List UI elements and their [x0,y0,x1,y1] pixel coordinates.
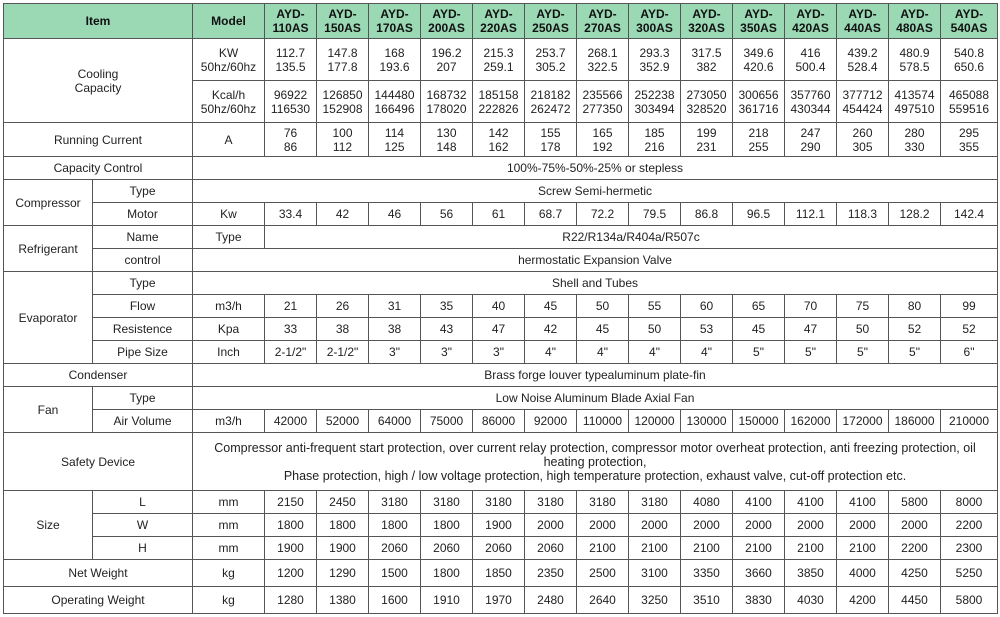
motor-power-cell: 33.4 [265,203,317,226]
cooling-kw-cell: 196.2 207 [421,39,473,81]
size-l-cell: 3180 [473,491,525,514]
operating-weight-label: Operating Weight [4,587,193,614]
header-model-6: AYD- 250AS [525,4,577,39]
net-weight-row [4,560,998,587]
header-model-5: AYD- 220AS [473,4,525,39]
size-l-cell: 3180 [525,491,577,514]
fan-air-volume-row [4,410,998,433]
evaporator-pipe-cell: 5" [889,341,941,364]
size-l-cell: 4100 [837,491,889,514]
size-l-row [4,491,998,514]
running-current-cell: 199 231 [681,123,733,157]
net-weight-unit: kg [193,560,265,587]
size-l-cell: 2150 [265,491,317,514]
net-weight-cell: 1290 [317,560,369,587]
compressor-motor-row [4,203,998,226]
running-current-row [4,123,998,157]
evaporator-pipe-cell: 4" [525,341,577,364]
size-label: Size [4,491,93,560]
motor-power-cell: 56 [421,203,473,226]
size-w-unit: mm [193,514,265,537]
header-item: Item [4,4,193,39]
refrigerant-control-value: hermostatic Expansion Valve [193,249,998,272]
evaporator-pipe-label: Pipe Size [93,341,193,364]
operating-weight-cell: 3510 [681,587,733,614]
size-w-cell: 2000 [785,514,837,537]
evaporator-pipe-cell: 2-1/2" [317,341,369,364]
evaporator-resistance-cell: 33 [265,318,317,341]
net-weight-cell: 2350 [525,560,577,587]
cooling-kcal-cell: 273050 328520 [681,81,733,123]
evaporator-flow-cell: 65 [733,295,785,318]
evaporator-resistance-cell: 45 [733,318,785,341]
operating-weight-cell: 2480 [525,587,577,614]
header-model-13: AYD- 480AS [889,4,941,39]
evaporator-resistance-cell: 47 [473,318,525,341]
motor-power-cell: 72.2 [577,203,629,226]
fan-air-volume-cell: 110000 [577,410,629,433]
operating-weight-cell: 1380 [317,587,369,614]
motor-power-cell: 86.8 [681,203,733,226]
size-w-cell: 2000 [525,514,577,537]
cooling-kw-cell: 540.8 650.6 [941,39,998,81]
running-current-cell: 142 162 [473,123,525,157]
motor-power-cell: 68.7 [525,203,577,226]
running-current-cell: 185 216 [629,123,681,157]
size-h-cell: 2100 [681,537,733,560]
capacity-control-row [4,157,998,180]
size-h-cell: 2100 [577,537,629,560]
evaporator-flow-cell: 26 [317,295,369,318]
cooling-kw-cell: 480.9 578.5 [889,39,941,81]
evaporator-pipe-cell: 3" [473,341,525,364]
size-l-cell: 3180 [369,491,421,514]
evaporator-pipe-cell: 3" [369,341,421,364]
evaporator-resistance-cell: 42 [525,318,577,341]
evaporator-flow-label: Flow [93,295,193,318]
cooling-kw-cell: 416 500.4 [785,39,837,81]
size-l-cell: 3180 [421,491,473,514]
header-model-12: AYD- 440AS [837,4,889,39]
fan-air-volume-cell: 210000 [941,410,998,433]
operating-weight-cell: 2640 [577,587,629,614]
size-w-cell: 1800 [369,514,421,537]
header-model-8: AYD- 300AS [629,4,681,39]
capacity-control-value: 100%-75%-50%-25% or stepless [193,157,998,180]
compressor-motor-unit: Kw [193,203,265,226]
motor-power-cell: 112.1 [785,203,837,226]
size-w-cell: 2000 [681,514,733,537]
operating-weight-row [4,587,998,614]
motor-power-cell: 42 [317,203,369,226]
evaporator-resistance-row [4,318,998,341]
running-current-label: Running Current [4,123,193,157]
operating-weight-cell: 1280 [265,587,317,614]
evaporator-resistance-cell: 38 [317,318,369,341]
net-weight-cell: 5250 [941,560,998,587]
size-w-cell: 1800 [317,514,369,537]
compressor-type-row [4,180,998,203]
cooling-kcal-cell: 144480 166496 [369,81,421,123]
evaporator-flow-cell: 45 [525,295,577,318]
fan-air-volume-cell: 150000 [733,410,785,433]
fan-air-volume-cell: 172000 [837,410,889,433]
net-weight-cell: 1850 [473,560,525,587]
running-current-cell: 114 125 [369,123,421,157]
cooling-kcal-cell: 413574 497510 [889,81,941,123]
cooling-kw-cell: 147.8 177.8 [317,39,369,81]
motor-power-cell: 128.2 [889,203,941,226]
cooling-kw-cell: 349.6 420.6 [733,39,785,81]
motor-power-cell: 46 [369,203,421,226]
evaporator-flow-cell: 60 [681,295,733,318]
evaporator-pipe-cell: 5" [785,341,837,364]
condenser-row [4,364,998,387]
motor-power-cell: 118.3 [837,203,889,226]
header-model-14: AYD- 540AS [941,4,998,39]
evaporator-resistance-cell: 45 [577,318,629,341]
net-weight-cell: 3100 [629,560,681,587]
size-w-cell: 1900 [473,514,525,537]
size-w-cell: 2000 [837,514,889,537]
header-model-9: AYD- 320AS [681,4,733,39]
running-current-cell: 260 305 [837,123,889,157]
header-row [4,4,998,39]
net-weight-label: Net Weight [4,560,193,587]
size-l-cell: 2450 [317,491,369,514]
motor-power-cell: 79.5 [629,203,681,226]
compressor-type-label: Type [93,180,193,203]
compressor-type-value: Screw Semi-hermetic [193,180,998,203]
fan-air-volume-cell: 75000 [421,410,473,433]
size-w-cell: 2000 [889,514,941,537]
operating-weight-cell: 4200 [837,587,889,614]
size-h-cell: 1900 [265,537,317,560]
evaporator-pipe-cell: 3" [421,341,473,364]
fan-type-value: Low Noise Aluminum Blade Axial Fan [193,387,998,410]
fan-air-volume-cell: 92000 [525,410,577,433]
cooling-kw-cell: 215.3 259.1 [473,39,525,81]
size-w-cell: 1800 [265,514,317,537]
cooling-kw-cell: 253.7 305.2 [525,39,577,81]
header-model-2: AYD- 150AS [317,4,369,39]
operating-weight-cell: 1600 [369,587,421,614]
net-weight-cell: 1500 [369,560,421,587]
header-model-4: AYD- 200AS [421,4,473,39]
header-model-1: AYD- 110AS [265,4,317,39]
net-weight-cell: 3660 [733,560,785,587]
evaporator-pipe-cell: 4" [681,341,733,364]
refrigerant-control-row [4,249,998,272]
operating-weight-cell: 4450 [889,587,941,614]
motor-power-cell: 61 [473,203,525,226]
evaporator-flow-cell: 40 [473,295,525,318]
refrigerant-name-row [4,226,998,249]
refrigerant-name-value: R22/R134a/R404a/R507c [265,226,998,249]
evaporator-pipe-cell: 4" [629,341,681,364]
evaporator-resistance-unit: Kpa [193,318,265,341]
refrigerant-control-label: control [93,249,193,272]
cooling-kcal-cell: 168732 178020 [421,81,473,123]
evaporator-flow-unit: m3/h [193,295,265,318]
net-weight-cell: 4250 [889,560,941,587]
running-current-cell: 130 148 [421,123,473,157]
fan-air-volume-unit: m3/h [193,410,265,433]
net-weight-cell: 3850 [785,560,837,587]
size-h-label: H [93,537,193,560]
evaporator-flow-cell: 75 [837,295,889,318]
evaporator-pipe-cell: 2-1/2" [265,341,317,364]
running-current-cell: 76 86 [265,123,317,157]
evaporator-resistance-cell: 50 [837,318,889,341]
size-w-cell: 1800 [421,514,473,537]
condenser-label: Condenser [4,364,193,387]
size-w-cell: 2000 [577,514,629,537]
fan-air-volume-cell: 64000 [369,410,421,433]
capacity-control-label: Capacity Control [4,157,193,180]
fan-air-volume-cell: 130000 [681,410,733,433]
running-current-unit: A [193,123,265,157]
evaporator-flow-cell: 80 [889,295,941,318]
cooling-kcal-cell: 252238 303494 [629,81,681,123]
evaporator-pipe-unit: Inch [193,341,265,364]
header-model-10: AYD- 350AS [733,4,785,39]
evaporator-resistance-cell: 47 [785,318,837,341]
refrigerant-name-unit: Type [193,226,265,249]
running-current-cell: 155 178 [525,123,577,157]
size-w-cell: 2000 [733,514,785,537]
net-weight-cell: 3350 [681,560,733,587]
net-weight-cell: 1800 [421,560,473,587]
header-model: Model [193,4,265,39]
cooling-kw-cell: 268.1 322.5 [577,39,629,81]
cooling-kw-cell: 168 193.6 [369,39,421,81]
fan-air-volume-cell: 52000 [317,410,369,433]
evaporator-resistance-cell: 52 [889,318,941,341]
cooling-kw-cell: 293.3 352.9 [629,39,681,81]
cooling-kw-cell: 317.5 382 [681,39,733,81]
safety-row [4,433,998,491]
evaporator-type-value: Shell and Tubes [193,272,998,295]
size-h-cell: 1900 [317,537,369,560]
net-weight-cell: 1200 [265,560,317,587]
fan-air-volume-cell: 186000 [889,410,941,433]
running-current-cell: 165 192 [577,123,629,157]
evaporator-resistance-label: Resistence [93,318,193,341]
size-l-cell: 3180 [577,491,629,514]
cooling-kcal-cell: 96922 116530 [265,81,317,123]
condenser-value: Brass forge louver typealuminum plate-fin [193,364,998,387]
safety-value: Compressor anti-frequent start protection, over current relay protection, compressor motor overheat protection, anti freezing protection, oil heating protection, Phase protection, high / low voltage protection, high temperature protection, exhaust valve, cut-off protection etc. [193,433,998,491]
fan-type-label: Type [93,387,193,410]
size-h-cell: 2100 [837,537,889,560]
motor-power-cell: 96.5 [733,203,785,226]
cooling-kcal-cell: 377712 454424 [837,81,889,123]
size-l-cell: 4100 [785,491,837,514]
running-current-cell: 295 355 [941,123,998,157]
header-model-11: AYD- 420AS [785,4,837,39]
cooling-kcal-cell: 300656 361716 [733,81,785,123]
size-l-cell: 4100 [733,491,785,514]
evaporator-flow-cell: 21 [265,295,317,318]
size-w-row [4,514,998,537]
cooling-kw-unit: KW 50hz/60hz [193,39,265,81]
cooling-kcal-cell: 218182 262472 [525,81,577,123]
size-h-row [4,537,998,560]
evaporator-type-label: Type [93,272,193,295]
size-h-cell: 2060 [421,537,473,560]
evaporator-pipe-cell: 4" [577,341,629,364]
evaporator-flow-cell: 99 [941,295,998,318]
safety-label: Safety Device [4,433,193,491]
fan-air-volume-cell: 120000 [629,410,681,433]
size-h-cell: 2200 [889,537,941,560]
spec-table-container [3,3,998,614]
evaporator-resistance-cell: 43 [421,318,473,341]
size-l-cell: 4080 [681,491,733,514]
size-w-cell: 2000 [629,514,681,537]
cooling-kcal-unit: Kcal/h 50hz/60hz [193,81,265,123]
evaporator-flow-cell: 31 [369,295,421,318]
size-l-cell: 5800 [889,491,941,514]
operating-weight-cell: 4030 [785,587,837,614]
fan-air-volume-label: Air Volume [93,410,193,433]
size-l-label: L [93,491,193,514]
evaporator-flow-row [4,295,998,318]
net-weight-cell: 4000 [837,560,889,587]
running-current-cell: 218 255 [733,123,785,157]
size-h-unit: mm [193,537,265,560]
cooling-kw-cell: 112.7 135.5 [265,39,317,81]
evaporator-resistance-cell: 53 [681,318,733,341]
cooling-kcal-cell: 185158 222826 [473,81,525,123]
size-h-cell: 2100 [733,537,785,560]
fan-air-volume-cell: 162000 [785,410,837,433]
header-model-7: AYD- 270AS [577,4,629,39]
compressor-label: Compressor [4,180,93,226]
evaporator-type-row [4,272,998,295]
motor-power-cell: 142.4 [941,203,998,226]
compressor-motor-label: Motor [93,203,193,226]
cooling-kcal-cell: 126850 152908 [317,81,369,123]
cooling-kw-cell: 439.2 528.4 [837,39,889,81]
evaporator-flow-cell: 70 [785,295,837,318]
cooling-kcal-cell: 357760 430344 [785,81,837,123]
net-weight-cell: 2500 [577,560,629,587]
cooling-kcal-cell: 465088 559516 [941,81,998,123]
header-model-3: AYD- 170AS [369,4,421,39]
size-l-cell: 3180 [629,491,681,514]
size-l-cell: 8000 [941,491,998,514]
operating-weight-cell: 1970 [473,587,525,614]
evaporator-resistance-cell: 50 [629,318,681,341]
evaporator-pipe-cell: 5" [837,341,889,364]
running-current-cell: 100 112 [317,123,369,157]
size-h-cell: 2060 [525,537,577,560]
size-w-cell: 2200 [941,514,998,537]
evaporator-flow-cell: 35 [421,295,473,318]
cooling-kcal-cell: 235566 277350 [577,81,629,123]
size-h-cell: 2100 [629,537,681,560]
refrigerant-label: Refrigerant [4,226,93,272]
size-h-cell: 2300 [941,537,998,560]
operating-weight-cell: 3250 [629,587,681,614]
fan-air-volume-cell: 42000 [265,410,317,433]
size-l-unit: mm [193,491,265,514]
size-w-label: W [93,514,193,537]
evaporator-flow-cell: 55 [629,295,681,318]
evaporator-pipe-cell: 6" [941,341,998,364]
running-current-cell: 280 330 [889,123,941,157]
fan-type-row [4,387,998,410]
evaporator-pipe-cell: 5" [733,341,785,364]
cooling-kw-row [4,39,998,81]
operating-weight-cell: 5800 [941,587,998,614]
evaporator-resistance-cell: 38 [369,318,421,341]
evaporator-flow-cell: 50 [577,295,629,318]
evaporator-label: Evaporator [4,272,93,364]
size-h-cell: 2060 [473,537,525,560]
evaporator-pipe-row [4,341,998,364]
running-current-cell: 247 290 [785,123,837,157]
specification-table [3,3,998,614]
operating-weight-cell: 1910 [421,587,473,614]
fan-label: Fan [4,387,93,433]
evaporator-resistance-cell: 52 [941,318,998,341]
size-h-cell: 2100 [785,537,837,560]
operating-weight-cell: 3830 [733,587,785,614]
cooling-capacity-label: Cooling Capacity [4,39,193,123]
refrigerant-name-label: Name [93,226,193,249]
operating-weight-unit: kg [193,587,265,614]
size-h-cell: 2060 [369,537,421,560]
fan-air-volume-cell: 86000 [473,410,525,433]
